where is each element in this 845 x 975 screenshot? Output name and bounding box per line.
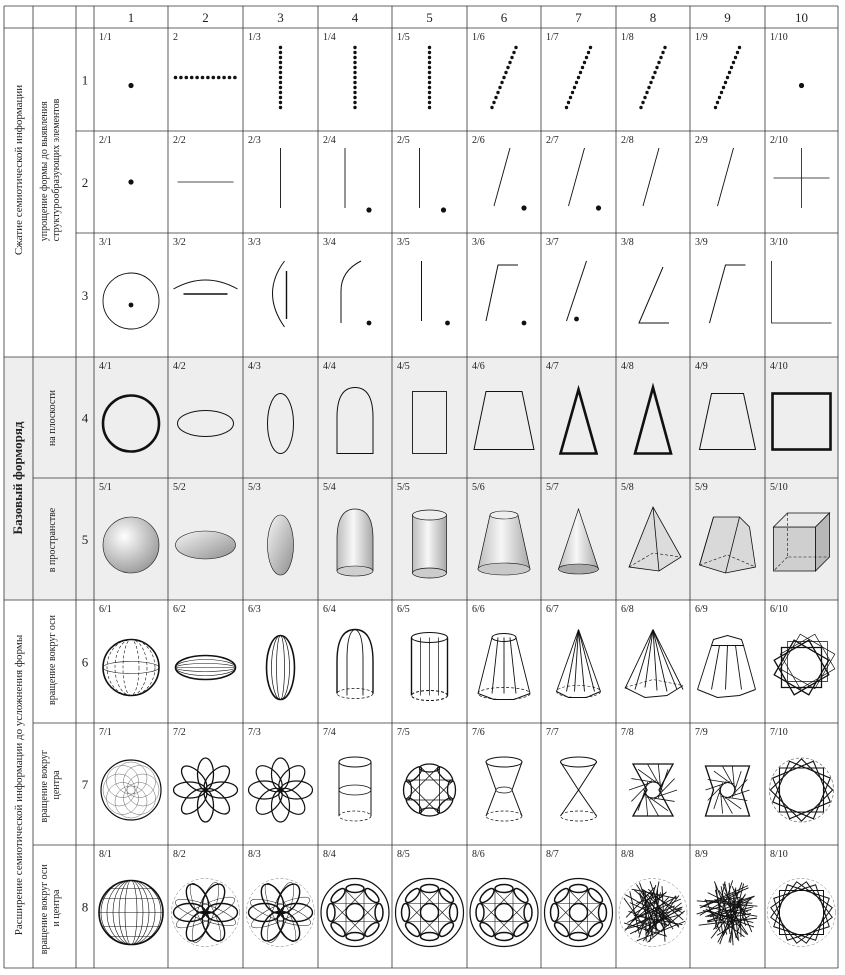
bullet-lattice-figure <box>321 879 389 947</box>
bullet-rotation-figure <box>339 757 371 821</box>
line-figure <box>774 148 830 208</box>
cell-label: 8/1 <box>99 849 112 860</box>
cell-label: 6/5 <box>397 604 410 615</box>
column-header: 3 <box>277 10 284 25</box>
row-number: 1 <box>81 72 89 88</box>
cell-label: 2/9 <box>695 135 708 146</box>
cell-label: 5/1 <box>99 482 112 493</box>
cell-label: 1/8 <box>621 32 634 43</box>
rotated-cone-figure <box>557 630 601 698</box>
arc-corner-figure <box>341 261 371 325</box>
group-label-base: Базовый форморяд <box>10 421 25 535</box>
cell-label: 5/9 <box>695 482 708 493</box>
subgroup-label-axis: вращение вокруг оси <box>47 615 58 705</box>
cell-label: 7/4 <box>323 727 336 738</box>
cell-label: 3/4 <box>323 237 336 248</box>
cell-label: 7/8 <box>621 727 634 738</box>
circle-rosette-figure <box>101 760 161 820</box>
cell-label: 4/10 <box>770 361 788 372</box>
cell-label: 7/10 <box>770 727 788 738</box>
ellipsoid-vertical-figure <box>268 515 294 575</box>
bracket-figure <box>486 265 526 325</box>
cell-label: 6/2 <box>173 604 186 615</box>
dots-figure <box>799 83 804 88</box>
cell-label: 1/4 <box>323 32 336 43</box>
cell-label: 8/8 <box>621 849 634 860</box>
cell-label: 3/5 <box>397 237 410 248</box>
cell-label: 2/7 <box>546 135 559 146</box>
cell-label: 6/9 <box>695 604 708 615</box>
cell-label: 4/1 <box>99 361 112 372</box>
cone-lattice-figure <box>545 879 613 947</box>
sphere-lattice-figure <box>99 881 163 945</box>
cell-label: 5/4 <box>323 482 336 493</box>
cell-label: 2/1 <box>99 135 112 146</box>
rotated-pyramid-figure <box>625 630 683 698</box>
frustum-star-lattice-figure <box>697 880 758 945</box>
cell-label: 5/7 <box>546 482 559 493</box>
cube-rotation-figure <box>770 758 834 822</box>
cell-label: 2/8 <box>621 135 634 146</box>
dots-figure <box>353 46 356 109</box>
group-label-expansion: Расширение семиотической информации до усложнения формы <box>13 634 25 936</box>
cell-label: 1/6 <box>472 32 485 43</box>
dots-figure <box>490 46 517 109</box>
cell-label: 1/3 <box>248 32 261 43</box>
cell-label: 4/2 <box>173 361 186 372</box>
cell-label: 4/3 <box>248 361 261 372</box>
row-number: 5 <box>81 532 89 547</box>
slant-figure <box>567 261 587 321</box>
frustum-rotation-figure <box>706 766 750 816</box>
corner-figure <box>710 265 746 323</box>
cell-label: 2/4 <box>323 135 336 146</box>
circle-dot-figure <box>103 273 159 329</box>
cell-label: 1/10 <box>770 32 788 43</box>
cell-label: 8/4 <box>323 849 336 860</box>
column-header: 7 <box>575 10 582 25</box>
cell-label: 8/7 <box>546 849 559 860</box>
line-figure <box>718 148 734 206</box>
row-number: 2 <box>81 175 89 190</box>
cell-label: 1/9 <box>695 32 708 43</box>
column-header: 9 <box>724 10 731 25</box>
meridian-sphere-figure <box>103 640 159 696</box>
cell-label: 6/1 <box>99 604 112 615</box>
dots-figure <box>428 46 431 109</box>
cell-label: 5/6 <box>472 482 485 493</box>
cell-label: 1/7 <box>546 32 559 43</box>
rotated-frustum-star-figure <box>698 636 756 698</box>
cell-label: 2/2 <box>173 135 186 146</box>
cell-label: 4/7 <box>546 361 559 372</box>
column-header: 1 <box>127 10 135 25</box>
row-number: 4 <box>81 410 89 426</box>
bullet-solid-figure <box>337 509 373 576</box>
row-number: 3 <box>81 288 89 303</box>
dots-figure <box>279 46 282 109</box>
row-number: 7 <box>81 777 89 792</box>
cell-label: 4/5 <box>397 361 410 372</box>
rotated-ellipsoid-figure <box>176 656 236 680</box>
cell-label: 3/3 <box>248 237 261 248</box>
hourglass-frustum-figure <box>486 757 522 821</box>
cell-label: 6/6 <box>472 604 485 615</box>
arc-vertical-figure <box>273 261 287 327</box>
cell-label: 8/5 <box>397 849 410 860</box>
cylinder-lattice-figure <box>396 879 464 947</box>
ellipse-rosette-figure <box>249 758 313 822</box>
cell-label: 6/8 <box>621 604 634 615</box>
column-headers <box>128 10 808 25</box>
cell-label: 3/7 <box>546 237 559 248</box>
dots-figure <box>714 46 741 109</box>
rotated-cube-figure <box>774 634 835 695</box>
cell-label: 5/5 <box>397 482 410 493</box>
line-figure <box>569 148 602 211</box>
frustum-lattice-figure <box>470 879 538 947</box>
cell-label: 2/3 <box>248 135 261 146</box>
cell-label: 7/2 <box>173 727 186 738</box>
column-header: 6 <box>500 10 508 25</box>
cell-label: 5/3 <box>248 482 261 493</box>
cell-label: 6/4 <box>323 604 336 615</box>
subgroup-label-simplify: упрощение формы до выявления структурообразующих элементов <box>39 98 62 242</box>
row-number: 6 <box>81 654 89 670</box>
column-header: 5 <box>426 10 433 25</box>
cell-label: 4/9 <box>695 361 708 372</box>
cell-label: 3/6 <box>472 237 485 248</box>
rotated-bullet-figure <box>337 630 373 699</box>
rotated-cylinder-figure <box>412 633 448 701</box>
double-cone-figure <box>561 757 597 821</box>
cell-label: 7/5 <box>397 727 410 738</box>
cell-label: 6/7 <box>546 604 559 615</box>
ellipse-lattice-figure <box>172 879 240 947</box>
cell-label: 4/6 <box>472 361 485 372</box>
cylinder-figure <box>413 510 447 578</box>
cell-label: 5/10 <box>770 482 788 493</box>
line-figure <box>643 148 659 206</box>
rotated-vertical-ellipsoid-figure <box>267 636 295 700</box>
cell-label: 3/8 <box>621 237 634 248</box>
cell-label: 6/10 <box>770 604 788 615</box>
cell-label: 8/10 <box>770 849 788 860</box>
ellipse-rosette-figure <box>174 758 238 822</box>
cube-figure <box>774 513 830 571</box>
pyramid-rotation-figure <box>629 764 677 816</box>
line-figure <box>345 148 372 213</box>
cell-label: 7/7 <box>546 727 559 738</box>
sphere-figure <box>103 517 159 573</box>
cell-label: 8/6 <box>472 849 485 860</box>
dots-figure <box>565 46 592 109</box>
cell-label: 2/6 <box>472 135 485 146</box>
group-labels <box>10 85 25 935</box>
cell-label: 2/5 <box>397 135 410 146</box>
dots-figure <box>174 76 237 80</box>
ellipse-lattice-figure <box>247 879 315 947</box>
subgroup-label-plane: на плоскости <box>47 389 58 447</box>
pyramid-lattice-figure <box>619 879 687 947</box>
cell-label: 3/10 <box>770 237 788 248</box>
group-label-compression: Сжатие семиотической информации <box>13 84 25 256</box>
arc-figure <box>174 280 238 294</box>
column-header: 4 <box>351 10 359 25</box>
dots-figure <box>128 83 133 88</box>
cell-label: 8/3 <box>248 849 261 860</box>
subgroup-label-center: вращение вокруг центра <box>39 750 62 823</box>
cell-label: 4/4 <box>323 361 336 372</box>
right-angle-figure <box>772 261 832 323</box>
line-figure <box>128 179 133 184</box>
cell-label: 7/3 <box>248 727 261 738</box>
column-header: 2 <box>202 10 209 25</box>
cell-label: 8/2 <box>173 849 186 860</box>
ellipsoid-figure <box>176 531 236 559</box>
cell-label: 8/9 <box>695 849 708 860</box>
cell-label: 5/2 <box>173 482 186 493</box>
row-number: 8 <box>81 899 89 915</box>
cell-label: 5/8 <box>621 482 634 493</box>
row-shade <box>4 357 838 478</box>
subgroup-label-axis-center: вращение вокруг оси и центра <box>39 864 62 955</box>
column-header: 10 <box>795 10 808 25</box>
cell-label: 3/1 <box>99 237 112 248</box>
cell-label: 2 <box>173 32 178 43</box>
cell-label: 1/5 <box>397 32 410 43</box>
subgroup-label-space: в пространстве <box>47 507 58 573</box>
cell-label: 7/6 <box>472 727 485 738</box>
column-header: 8 <box>649 10 657 25</box>
dots-figure <box>639 46 666 109</box>
cell-label: 3/9 <box>695 237 708 248</box>
line-figure <box>420 148 447 213</box>
cell-label: 6/3 <box>248 604 261 615</box>
cell-label: 7/9 <box>695 727 708 738</box>
cell-label: 3/2 <box>173 237 186 248</box>
cell-label: 1/1 <box>99 32 112 43</box>
line-figure <box>494 148 527 211</box>
cylinder-rotation-figure <box>404 764 456 816</box>
rotated-frustum-figure <box>478 634 530 700</box>
line-dot-figure <box>422 261 450 325</box>
cube-lattice-figure <box>768 879 836 947</box>
corner-figure <box>639 267 669 323</box>
cell-label: 2/10 <box>770 135 788 146</box>
cell-label: 7/1 <box>99 727 112 738</box>
cell-label: 4/8 <box>621 361 634 372</box>
